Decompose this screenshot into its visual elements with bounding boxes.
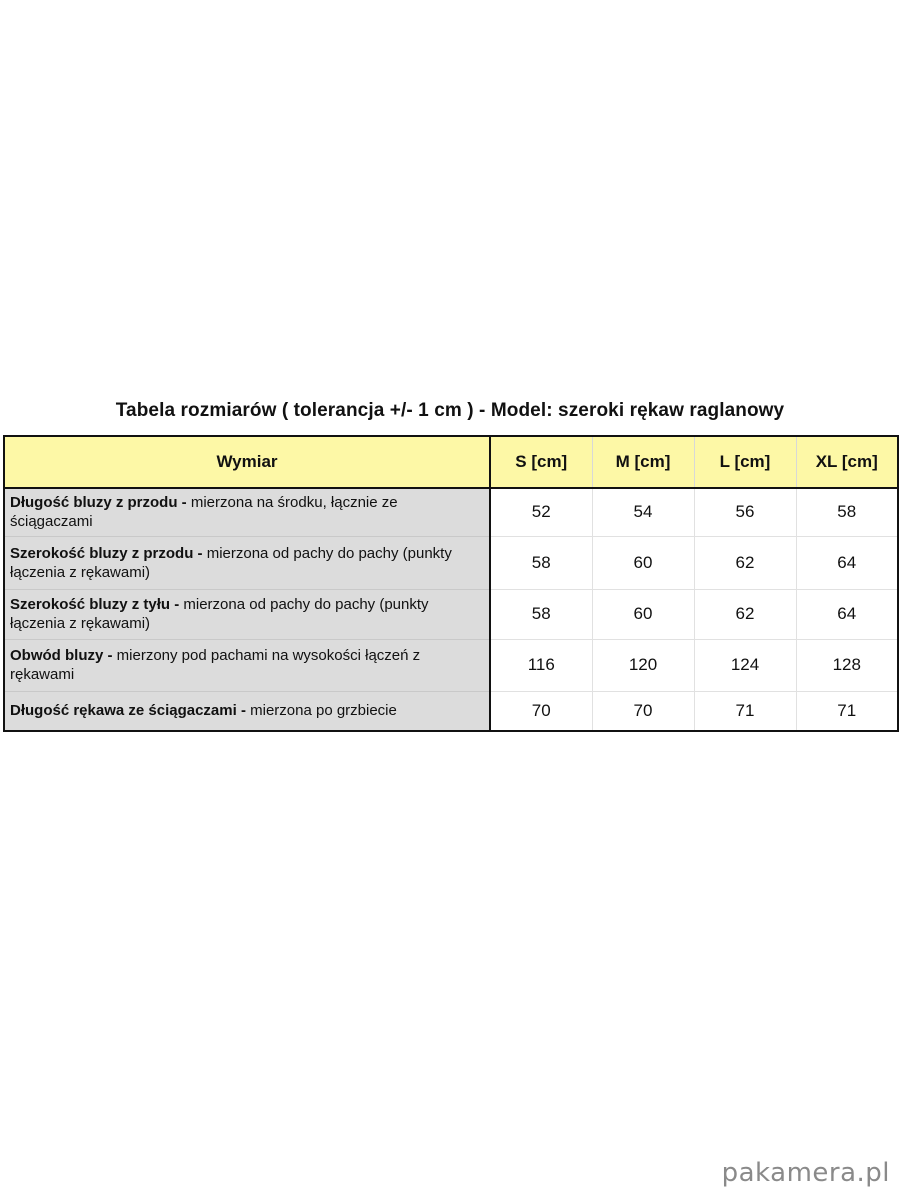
table-row — [4, 589, 898, 639]
header-size-m: M [cm] — [592, 436, 694, 488]
dimension-cell — [4, 488, 490, 536]
value-l: 62 — [694, 536, 796, 589]
table-row — [4, 639, 898, 691]
dimension-name: Szerokość bluzy z tyłu - — [10, 596, 180, 613]
value-l: 124 — [694, 639, 796, 691]
table-row — [4, 488, 898, 536]
dimension-description: mierzona od pachy do pachy (punkty łączenia z rękawami) — [10, 544, 452, 581]
dimension-cell — [4, 691, 490, 731]
dimension-cell — [4, 536, 490, 589]
watermark-logo: pakamera.pl — [721, 1158, 890, 1188]
value-s: 52 — [490, 488, 592, 536]
header-size-xl: XL [cm] — [796, 436, 898, 488]
value-m: 70 — [592, 691, 694, 731]
value-xl: 128 — [796, 639, 898, 691]
value-xl: 64 — [796, 589, 898, 639]
value-s: 116 — [490, 639, 592, 691]
value-m: 120 — [592, 639, 694, 691]
table-row — [4, 536, 898, 589]
dimension-cell — [4, 639, 490, 691]
dimension-description: mierzona na środku, łącznie ze ściągaczami — [10, 494, 398, 531]
value-s: 58 — [490, 536, 592, 589]
size-table — [3, 435, 899, 732]
value-xl: 58 — [796, 488, 898, 536]
header-size-s: S [cm] — [490, 436, 592, 488]
value-l: 71 — [694, 691, 796, 731]
dimension-cell — [4, 589, 490, 639]
dimension-description: mierzony pod pachami na wysokości łączeń z rękawami — [10, 647, 421, 683]
dimension-name: Długość bluzy z przodu - — [10, 494, 187, 512]
dimension-description: mierzona po grzbiecie — [245, 702, 397, 720]
header-size-l: L [cm] — [694, 436, 796, 488]
value-s: 58 — [490, 589, 592, 639]
header-dimension: Wymiar — [4, 436, 490, 488]
value-xl: 64 — [796, 536, 898, 589]
value-l: 62 — [694, 589, 796, 639]
dimension-name: Długość rękawa ze ściągaczami - — [10, 702, 246, 720]
value-m: 60 — [592, 536, 694, 589]
value-m: 54 — [592, 488, 694, 536]
value-m: 60 — [592, 589, 694, 639]
table-title: Tabela rozmiarów ( tolerancja +/- 1 cm ) - Model: szeroki rękaw raglanowy — [115, 400, 785, 421]
dimension-name: Szerokość bluzy z przodu - — [10, 544, 203, 562]
table-row — [4, 691, 898, 731]
value-xl: 71 — [796, 691, 898, 731]
dimension-name: Obwód bluzy - — [10, 647, 113, 664]
dimension-description: mierzona od pachy do pachy (punkty łączenia z rękawami) — [10, 596, 429, 632]
value-l: 56 — [694, 488, 796, 536]
header-row — [4, 436, 898, 488]
value-s: 70 — [490, 691, 592, 731]
